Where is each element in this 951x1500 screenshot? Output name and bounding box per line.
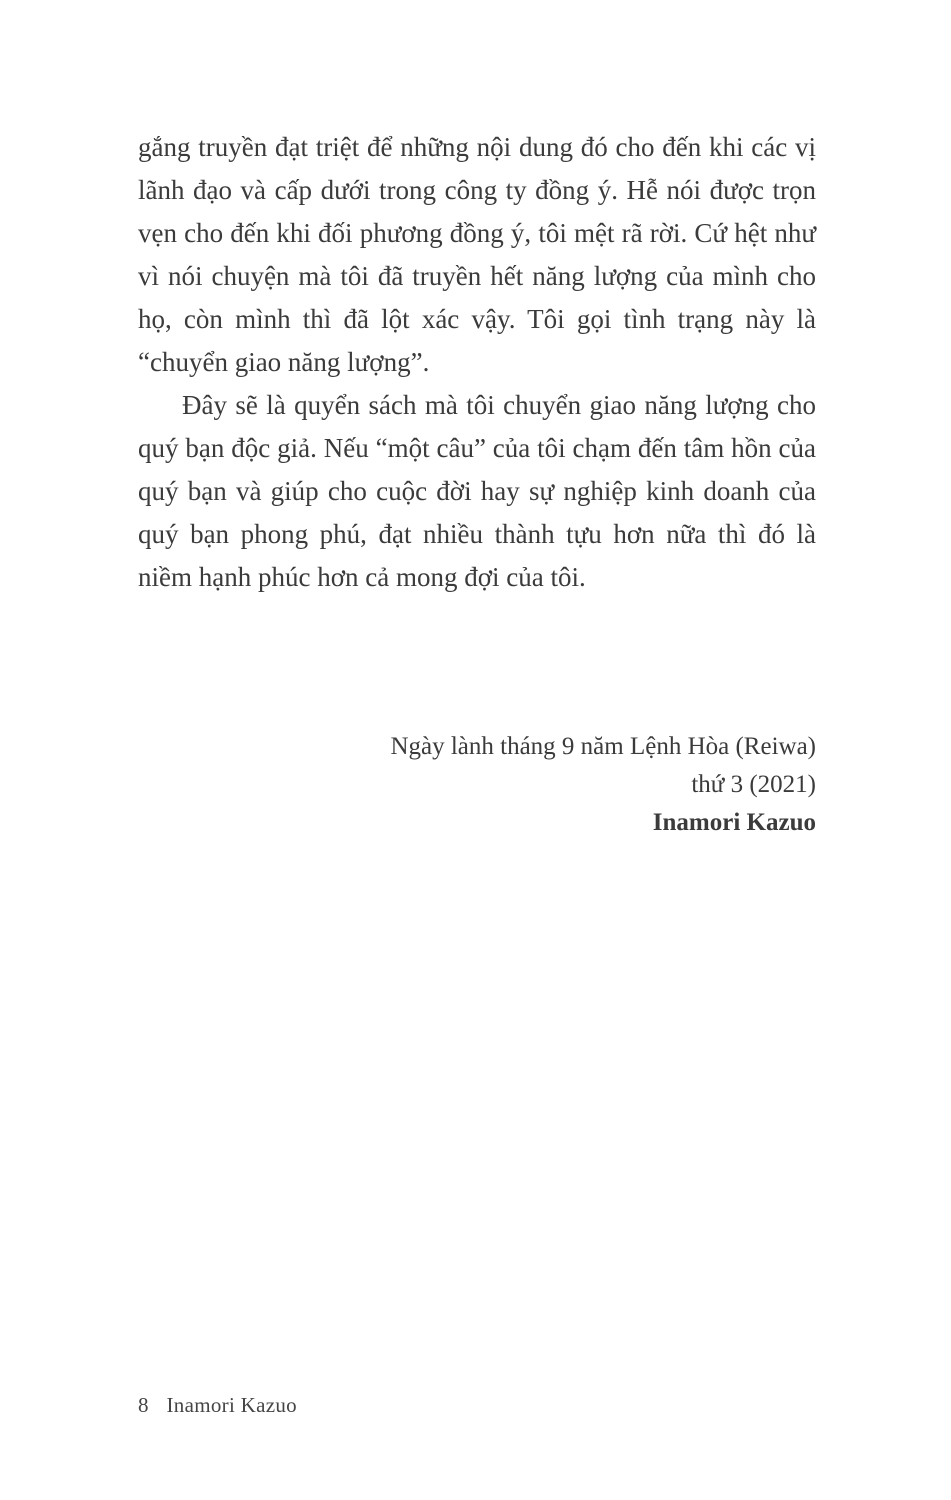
footer-author-name: Inamori Kazuo <box>166 1393 297 1417</box>
signature-author: Inamori Kazuo <box>652 809 816 836</box>
body-text <box>138 126 816 599</box>
signature-year-line: thứ 3 (2021) <box>691 771 816 798</box>
paragraph-energy-transfer: gắng truyền đạt triệt để những nội dung đó cho đến khi các vị lãnh đạo và cấp dưới trong công ty đồng ý. Hễ nói được trọn vẹn cho đến khi đối phương đồng ý, tôi mệt rã rời. Cứ hệt như vì nói chuyện mà tôi đã truyền hết năng lượng của mình cho họ, còn mình thì đã lột xác vậy. Tôi gọi tình trạng này là “chuyển giao năng lượng”. <box>138 132 816 377</box>
paragraph-book-dedication: Đây sẽ là quyển sách mà tôi chuyển giao năng lượng cho quý bạn độc giả. Nếu “một câu” của tôi chạm đến tâm hồn của quý bạn và giúp cho cuộc đời hay sự nghiệp kinh doanh của quý bạn phong phú, đạt nhiều thành tựu hơn nữa thì đó là niềm hạnh phúc hơn cả mong đợi của tôi. <box>138 390 816 592</box>
signature-block <box>390 728 816 842</box>
page-footer <box>138 1392 297 1418</box>
signature-date-line: Ngày lành tháng 9 năm Lệnh Hòa (Reiwa) <box>390 733 816 760</box>
page-number: 8 <box>138 1393 149 1417</box>
